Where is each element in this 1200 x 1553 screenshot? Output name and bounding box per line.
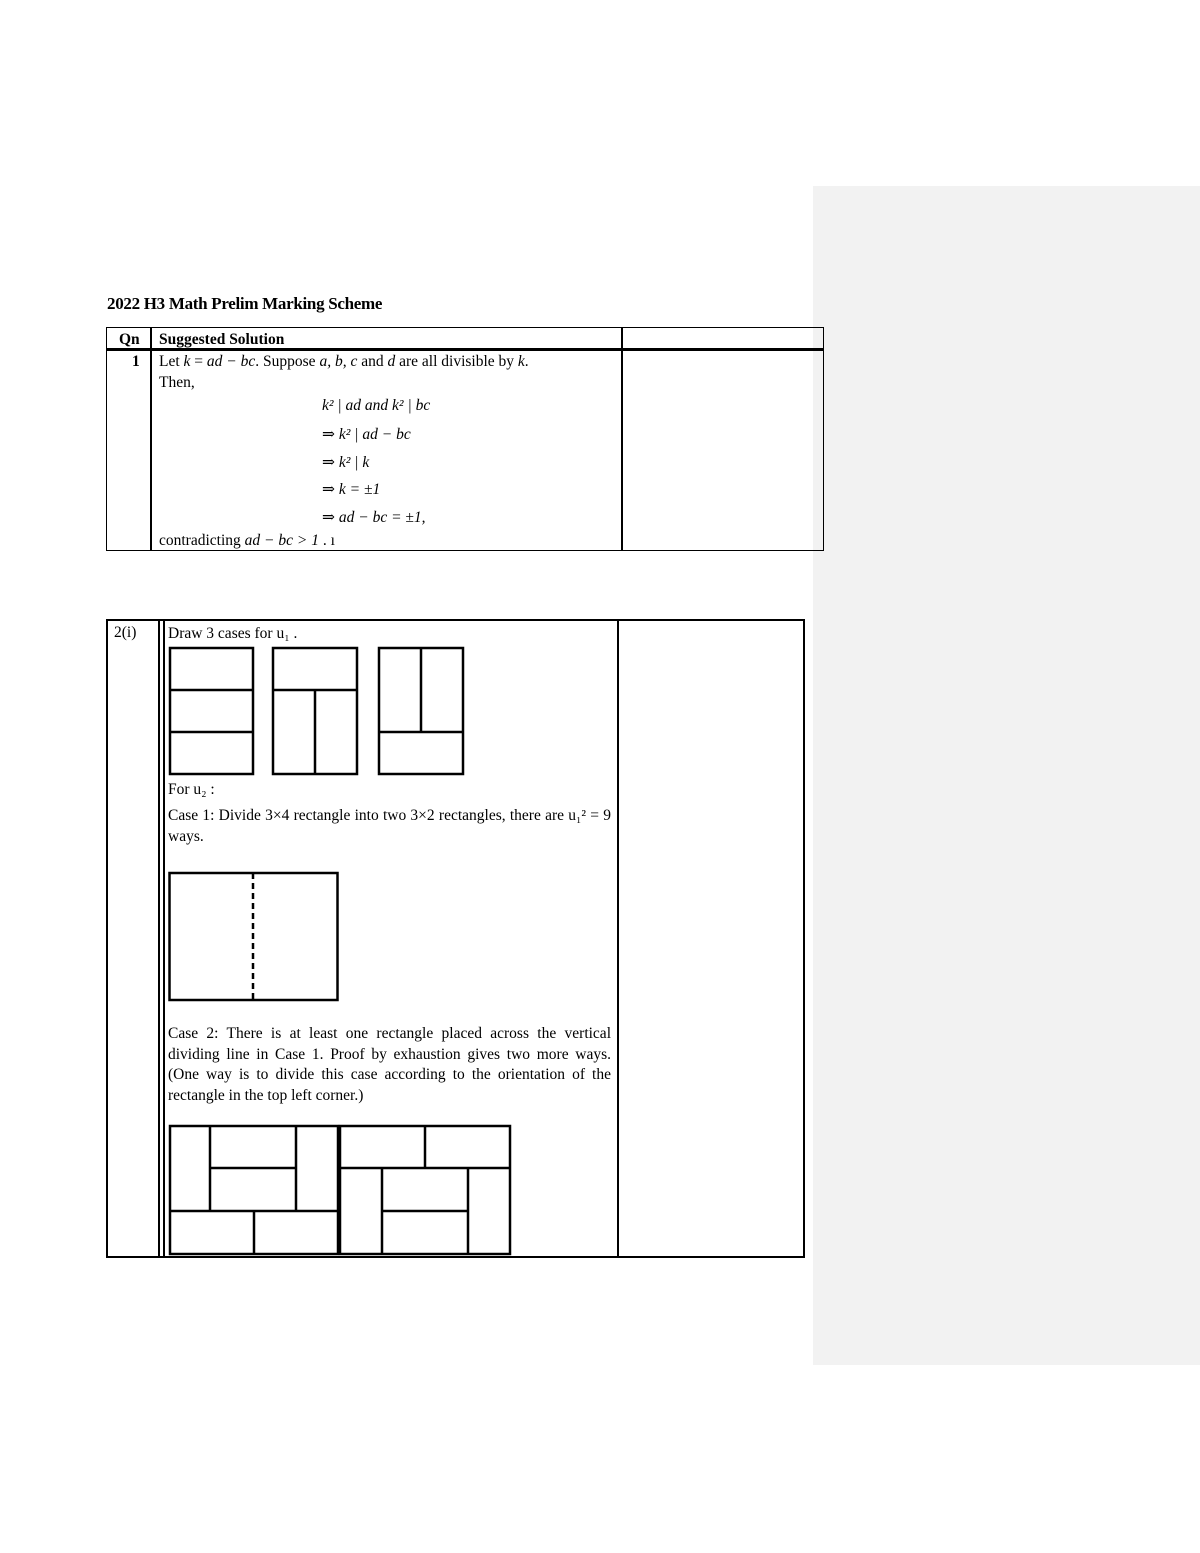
solution-step-1: k² | ad and k² | bc	[322, 397, 431, 414]
solution-line-2: Then,	[159, 374, 195, 391]
column-divider	[158, 619, 160, 1257]
document-title: 2022 H3 Math Prelim Marking Scheme	[107, 294, 383, 313]
header-suggested-solution: Suggested Solution	[159, 331, 285, 348]
case-1-text: Case 1: Divide 3×4 rectangle into two 3×2 rectangles, there are u₁² = 9 ways.	[168, 807, 611, 845]
solution-conclusion: contradicting ad − bc > 1 . ı	[159, 532, 335, 549]
column-divider	[163, 619, 165, 1257]
column-divider	[617, 619, 619, 1257]
solution-step-2: ⇒ k² | ad − bc	[322, 426, 411, 443]
solution-step-5: ⇒ ad − bc = ±1,	[322, 509, 426, 526]
solution-table-q2	[106, 619, 804, 1257]
solution-step-4: ⇒ k = ±1	[322, 481, 381, 498]
solution-line-1: Let k = ad − bc. Suppose a, b, c and d are all divisible by k.	[159, 353, 529, 370]
for-u2-text: For u₂ :	[168, 781, 215, 798]
case-2-diagram	[168, 1124, 514, 1257]
case-1-diagram	[168, 871, 340, 1003]
solution-step-3: ⇒ k² | k	[322, 454, 370, 471]
question-number: 1	[132, 353, 140, 370]
case-2-text: Case 2: There is at least one rectangle placed across the vertical dividing line in Case 1. Proof by exhaustion gives two more ways. (One way is to divide this case according to the orientation of the rectangle in the top left corner.)	[168, 1025, 611, 1104]
question-number: 2(i)	[114, 624, 137, 641]
u1-tilings-diagram	[168, 646, 468, 778]
draw-cases-text: Draw 3 cases for u₁ .	[168, 625, 298, 642]
comment-margin-panel	[813, 186, 1200, 1365]
column-divider	[150, 327, 152, 551]
header-qn: Qn	[119, 331, 140, 348]
solution-table-q1	[106, 327, 824, 552]
column-divider	[621, 327, 623, 551]
